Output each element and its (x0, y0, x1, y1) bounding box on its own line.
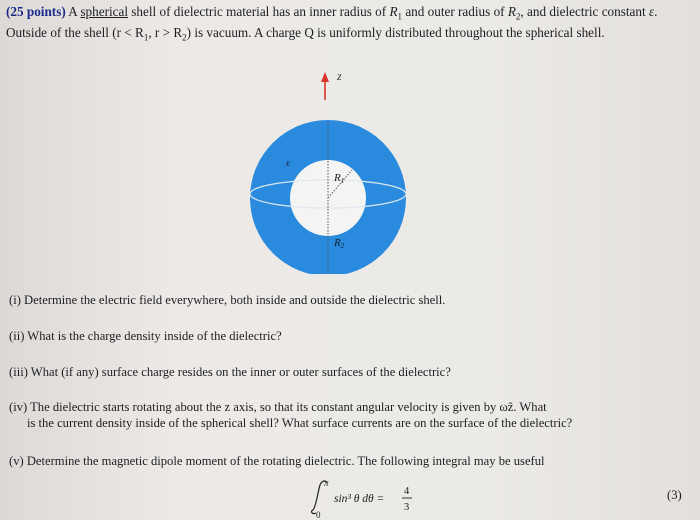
problem-intro: (25 points) A spherical shell of dielectric material has an inner radius of $R_1$ and outer radius of $R_2$, and dielectric constant ε. Outside of the shell ($r < R_1$, $r > R_2$) is vacuum. A charge Q is uniformly distributed throughout the spherical shell. (6, 4, 658, 43)
question-iv-line1: (iv) The dielectric starts rotating about the z axis, so that its constant angular velocity is given by ωẑ. What (9, 400, 547, 414)
spherical-shell-figure (240, 64, 420, 274)
integrand: sin³ θ dθ = (334, 493, 385, 505)
equation-number: (3) (667, 488, 682, 502)
r2-label: R2 (334, 237, 345, 250)
z-axis-label: z (337, 69, 342, 83)
underlined-word: spherical (80, 4, 128, 19)
fraction-denominator: 3 (404, 502, 410, 513)
r1-label: R1 (334, 172, 345, 185)
question-iv-line2: is the current density inside of the spherical shell? What surface currents are on the surface of the dielectric? (27, 415, 573, 430)
integral-equation (300, 477, 420, 519)
z-axis-arrowhead (321, 72, 329, 82)
question-i: (i) Determine the electric field everywhere, both inside and outside the dielectric shell. (9, 293, 446, 307)
points-label: (25 points) (6, 4, 66, 19)
question-iv (9, 400, 693, 431)
epsilon-label: ε (286, 157, 291, 169)
integral-lower-limit: 0 (316, 510, 321, 519)
question-v: (v) Determine the magnetic dipole moment of the rotating dielectric. The following integral may be useful (9, 454, 545, 468)
fraction-numerator: 4 (404, 486, 410, 497)
question-iii: (iii) What (if any) surface charge resides on the inner or outer surfaces of the dielectric? (9, 365, 451, 379)
integral-upper-limit: π (324, 478, 329, 488)
question-ii: (ii) What is the charge density inside of the dielectric? (9, 329, 282, 343)
